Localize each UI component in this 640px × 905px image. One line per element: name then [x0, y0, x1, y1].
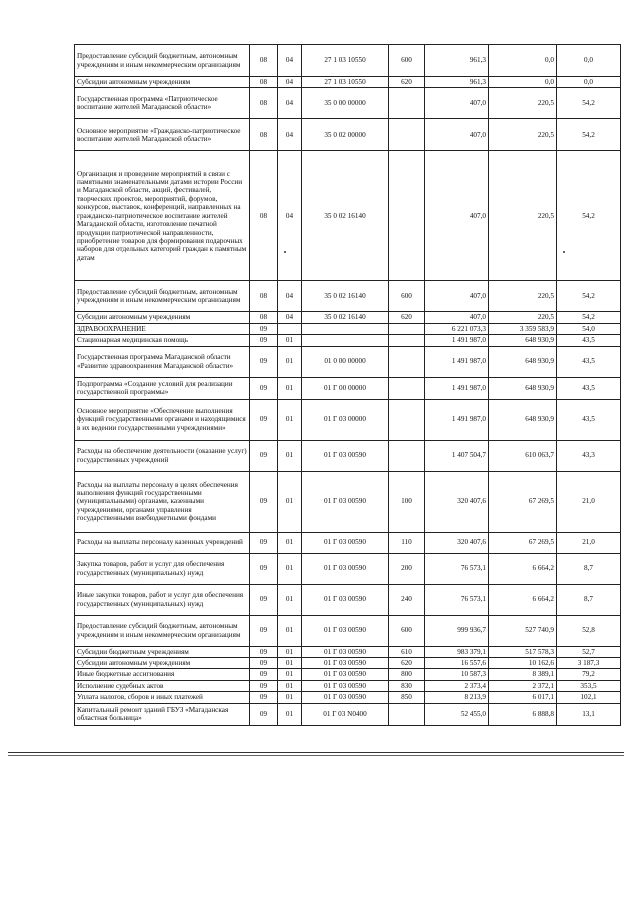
cell-plan: 76 573,1: [425, 553, 489, 584]
table-row: [75, 281, 621, 312]
cell-plan: 10 587,3: [425, 669, 489, 680]
cell-rz: 08: [250, 77, 278, 88]
cell-fact: 6 017,1: [489, 692, 557, 703]
cell-pr: 01: [278, 335, 302, 346]
cell-pr: 04: [278, 119, 302, 151]
cell-name: Основное мероприятие «Гражданско-патриотическое воспитание жителей Магаданской области»: [75, 119, 250, 151]
cell-name: Расходы на обеспечение деятельности (оказание услуг) государственных учреждений: [75, 440, 250, 471]
cell-pr: [278, 323, 302, 334]
cell-name: Иные закупки товаров, работ и услуг для обеспечения государственных (муниципальных) нужд: [75, 584, 250, 615]
cell-pr: 01: [278, 584, 302, 615]
cell-csr: 01 Г 03 00590: [302, 471, 389, 532]
cell-vr: [389, 703, 425, 725]
cell-vr: [389, 323, 425, 334]
cell-fact: 517 578,3: [489, 646, 557, 657]
cell-plan: 6 221 073,3: [425, 323, 489, 334]
budget-table: [74, 44, 621, 726]
cell-pct: 43,5: [557, 335, 621, 346]
cell-pr: 01: [278, 346, 302, 377]
table-row: [75, 346, 621, 377]
cell-name: Субсидии автономным учреждениям: [75, 312, 250, 323]
cell-fact: 220,5: [489, 151, 557, 281]
cell-fact: 220,5: [489, 119, 557, 151]
page-bottom-rule-thin: [8, 755, 624, 756]
cell-pct: 54,0: [557, 323, 621, 334]
cell-csr: [302, 323, 389, 334]
cell-pct: 54,2: [557, 281, 621, 312]
cell-pct: 43,5: [557, 346, 621, 377]
cell-name: Капитальный ремонт зданий ГБУЗ «Магаданская областная больница»: [75, 703, 250, 725]
table-row: [75, 45, 621, 77]
cell-rz: 08: [250, 45, 278, 77]
cell-rz: 09: [250, 471, 278, 532]
table-row: [75, 584, 621, 615]
cell-vr: [389, 335, 425, 346]
cell-csr: 35 0 02 00000: [302, 119, 389, 151]
cell-csr: 27 1 03 10550: [302, 77, 389, 88]
cell-plan: 2 373,4: [425, 680, 489, 691]
table-row: [75, 658, 621, 669]
cell-name: Субсидии автономным учреждениям: [75, 77, 250, 88]
cell-name: Закупка товаров, работ и услуг для обеспечения государственных (муниципальных) нужд: [75, 553, 250, 584]
cell-vr: [389, 151, 425, 281]
cell-pr: 01: [278, 680, 302, 691]
cell-rz: 08: [250, 151, 278, 281]
cell-fact: 67 269,5: [489, 471, 557, 532]
cell-vr: 620: [389, 77, 425, 88]
cell-name: Субсидии бюджетным учреждениям: [75, 646, 250, 657]
cell-rz: 09: [250, 692, 278, 703]
cell-pct: 54,2: [557, 151, 621, 281]
cell-name: Подпрограмма «Создание условий для реализации государственной программы»: [75, 377, 250, 399]
cell-plan: 407,0: [425, 312, 489, 323]
cell-rz: 09: [250, 532, 278, 553]
cell-pr: 01: [278, 399, 302, 440]
cell-vr: [389, 399, 425, 440]
cell-vr: [389, 346, 425, 377]
cell-rz: 08: [250, 281, 278, 312]
table-row: [75, 119, 621, 151]
cell-plan: 407,0: [425, 281, 489, 312]
table-row: [75, 646, 621, 657]
cell-csr: 35 0 02 16140: [302, 151, 389, 281]
cell-fact: 220,5: [489, 281, 557, 312]
cell-plan: 76 573,1: [425, 584, 489, 615]
cell-fact: 527 740,9: [489, 615, 557, 646]
table-row: [75, 399, 621, 440]
cell-pr: 04: [278, 45, 302, 77]
table-row: [75, 553, 621, 584]
cell-rz: 08: [250, 119, 278, 151]
cell-pct: 102,1: [557, 692, 621, 703]
cell-pr: 04: [278, 151, 302, 281]
cell-fact: 6 888,8: [489, 703, 557, 725]
cell-pct: 21,0: [557, 532, 621, 553]
cell-fact: 0,0: [489, 45, 557, 77]
cell-plan: 1 491 987,0: [425, 399, 489, 440]
table-row: [75, 312, 621, 323]
cell-plan: 407,0: [425, 151, 489, 281]
cell-pr: 04: [278, 312, 302, 323]
cell-csr: 01 Г 03 00590: [302, 669, 389, 680]
table-row: [75, 77, 621, 88]
cell-rz: 09: [250, 323, 278, 334]
cell-rz: 09: [250, 440, 278, 471]
cell-pr: 01: [278, 669, 302, 680]
cell-vr: [389, 440, 425, 471]
cell-pct: 79,2: [557, 669, 621, 680]
cell-fact: 6 664,2: [489, 584, 557, 615]
cell-name: Исполнение судебных актов: [75, 680, 250, 691]
cell-fact: 6 664,2: [489, 553, 557, 584]
cell-rz: 09: [250, 346, 278, 377]
cell-fact: 648 930,9: [489, 335, 557, 346]
cell-pr: 01: [278, 532, 302, 553]
table-body: [75, 45, 621, 726]
cell-rz: 09: [250, 658, 278, 669]
table-row: [75, 377, 621, 399]
cell-rz: 09: [250, 399, 278, 440]
cell-fact: 67 269,5: [489, 532, 557, 553]
table-row: [75, 151, 621, 281]
cell-rz: 09: [250, 377, 278, 399]
cell-csr: 01 Г 03 00590: [302, 532, 389, 553]
cell-fact: 648 930,9: [489, 377, 557, 399]
cell-vr: 610: [389, 646, 425, 657]
cell-fact: 610 063,7: [489, 440, 557, 471]
cell-plan: 52 455,0: [425, 703, 489, 725]
cell-pct: 54,2: [557, 119, 621, 151]
cell-csr: 35 0 00 00000: [302, 88, 389, 119]
cell-vr: 110: [389, 532, 425, 553]
cell-vr: 240: [389, 584, 425, 615]
cell-pct: 3 187,3: [557, 658, 621, 669]
table-row: [75, 532, 621, 553]
cell-pct: 43,5: [557, 377, 621, 399]
cell-fact: 3 359 583,9: [489, 323, 557, 334]
cell-csr: 01 0 00 00000: [302, 346, 389, 377]
table-row: [75, 692, 621, 703]
table-row: [75, 335, 621, 346]
cell-fact: 0,0: [489, 77, 557, 88]
cell-vr: [389, 88, 425, 119]
cell-csr: 35 0 02 16140: [302, 312, 389, 323]
cell-pct: 8,7: [557, 553, 621, 584]
cell-rz: 09: [250, 335, 278, 346]
cell-vr: 620: [389, 658, 425, 669]
cell-pct: 8,7: [557, 584, 621, 615]
table-row: [75, 669, 621, 680]
cell-fact: 10 162,6: [489, 658, 557, 669]
cell-plan: 961,3: [425, 45, 489, 77]
cell-plan: 407,0: [425, 119, 489, 151]
cell-csr: 01 Г 03 00000: [302, 399, 389, 440]
cell-fact: 220,5: [489, 312, 557, 323]
cell-csr: 27 1 03 10550: [302, 45, 389, 77]
cell-csr: 01 Г 03 00590: [302, 680, 389, 691]
cell-pr: 01: [278, 471, 302, 532]
cell-name: Предоставление субсидий бюджетным, автономным учреждениям и иным некоммерческим организациям: [75, 45, 250, 77]
cell-name: Расходы на выплаты персоналу в целях обеспечения выполнения функций государственными (муниципальными) органами, казенными учреждениями, органами управления государственными внебюджетными фондами: [75, 471, 250, 532]
cell-name: Иные бюджетные ассигнования: [75, 669, 250, 680]
cell-csr: [302, 335, 389, 346]
cell-name: Уплата налогов, сборов и иных платежей: [75, 692, 250, 703]
cell-pct: 43,5: [557, 399, 621, 440]
cell-fact: 648 930,9: [489, 346, 557, 377]
cell-pr: 01: [278, 692, 302, 703]
cell-name: Субсидии автономным учреждениям: [75, 658, 250, 669]
table-row: [75, 88, 621, 119]
cell-pct: 0,0: [557, 45, 621, 77]
scan-speck: [284, 251, 286, 253]
cell-pr: 01: [278, 440, 302, 471]
table-row: [75, 615, 621, 646]
cell-csr: 01 Г 00 00000: [302, 377, 389, 399]
cell-pct: 21,0: [557, 471, 621, 532]
cell-plan: 8 213,9: [425, 692, 489, 703]
cell-csr: 01 Г 03 00590: [302, 615, 389, 646]
cell-name: Государственная программа Магаданской области «Развитие здравоохранения Магаданской области»: [75, 346, 250, 377]
cell-plan: 320 407,6: [425, 532, 489, 553]
cell-pr: 04: [278, 281, 302, 312]
cell-plan: 983 379,1: [425, 646, 489, 657]
cell-vr: 600: [389, 281, 425, 312]
cell-pct: 43,3: [557, 440, 621, 471]
cell-pr: 01: [278, 377, 302, 399]
cell-csr: 35 0 02 16140: [302, 281, 389, 312]
cell-vr: [389, 377, 425, 399]
cell-vr: 850: [389, 692, 425, 703]
cell-rz: 09: [250, 553, 278, 584]
cell-name: Предоставление субсидий бюджетным, автономным учреждениям и иным некоммерческим организациям: [75, 615, 250, 646]
cell-plan: 407,0: [425, 88, 489, 119]
cell-csr: 01 Г 03 N0400: [302, 703, 389, 725]
cell-pct: 353,5: [557, 680, 621, 691]
budget-sheet: [74, 44, 621, 726]
cell-name: Стационарная медицинская помощь: [75, 335, 250, 346]
cell-rz: 08: [250, 88, 278, 119]
cell-rz: 09: [250, 680, 278, 691]
cell-csr: 01 Г 03 00590: [302, 692, 389, 703]
cell-plan: 1 407 504,7: [425, 440, 489, 471]
cell-rz: 08: [250, 312, 278, 323]
cell-rz: 09: [250, 615, 278, 646]
cell-csr: 01 Г 03 00590: [302, 440, 389, 471]
cell-rz: 09: [250, 703, 278, 725]
table-row: [75, 703, 621, 725]
cell-vr: 200: [389, 553, 425, 584]
cell-pct: 13,1: [557, 703, 621, 725]
cell-pr: 01: [278, 658, 302, 669]
cell-pr: 04: [278, 88, 302, 119]
cell-rz: 09: [250, 584, 278, 615]
cell-pct: 54,2: [557, 312, 621, 323]
cell-fact: 2 372,1: [489, 680, 557, 691]
cell-csr: 01 Г 03 00590: [302, 646, 389, 657]
cell-pr: 04: [278, 77, 302, 88]
cell-plan: 1 491 987,0: [425, 377, 489, 399]
cell-csr: 01 Г 03 00590: [302, 584, 389, 615]
table-row: [75, 440, 621, 471]
cell-pr: 01: [278, 615, 302, 646]
cell-rz: 09: [250, 669, 278, 680]
cell-vr: 600: [389, 615, 425, 646]
cell-plan: 16 557,6: [425, 658, 489, 669]
cell-name: Расходы на выплаты персоналу казенных учреждений: [75, 532, 250, 553]
cell-fact: 648 930,9: [489, 399, 557, 440]
cell-vr: 600: [389, 45, 425, 77]
cell-name: ЗДРАВООХРАНЕНИЕ: [75, 323, 250, 334]
cell-vr: [389, 119, 425, 151]
cell-fact: 220,5: [489, 88, 557, 119]
cell-vr: 620: [389, 312, 425, 323]
cell-plan: 999 936,7: [425, 615, 489, 646]
cell-rz: 09: [250, 646, 278, 657]
table-row: [75, 471, 621, 532]
cell-name: Основное мероприятие «Обеспечение выполнения функций государственными органами и находящимися в их ведении государственными учреждениями»: [75, 399, 250, 440]
cell-plan: 320 407,6: [425, 471, 489, 532]
cell-vr: 100: [389, 471, 425, 532]
cell-plan: 1 491 987,0: [425, 346, 489, 377]
cell-vr: 800: [389, 669, 425, 680]
cell-pct: 52,7: [557, 646, 621, 657]
table-row: [75, 680, 621, 691]
cell-csr: 01 Г 03 00590: [302, 658, 389, 669]
cell-csr: 01 Г 03 00590: [302, 553, 389, 584]
table-row: [75, 323, 621, 334]
page-bottom-rule: [8, 752, 624, 753]
cell-name: Организация и проведение мероприятий в связи с памятными знаменательными датами истории России и Магаданской области, акций, фестивалей, творческих проектов, мероприятий, форумов, конкурсов, выставок, конференций, направленных на гражданско-патриотическое воспитание жителей Магаданской области, изготовление печатной продукции патриотической направленности, приобретение товаров для формирования подарочных наборов для отдельных категорий граждан к памятным датам: [75, 151, 250, 281]
cell-vr: 830: [389, 680, 425, 691]
cell-fact: 8 389,1: [489, 669, 557, 680]
cell-name: Предоставление субсидий бюджетным, автономным учреждениям и иным некоммерческим организациям: [75, 281, 250, 312]
cell-pr: 01: [278, 553, 302, 584]
cell-plan: 1 491 987,0: [425, 335, 489, 346]
cell-pr: 01: [278, 646, 302, 657]
cell-name: Государственная программа «Патриотическое воспитание жителей Магаданской области»: [75, 88, 250, 119]
cell-pct: 0,0: [557, 77, 621, 88]
scan-speck: [563, 251, 565, 253]
cell-pct: 52,8: [557, 615, 621, 646]
cell-pct: 54,2: [557, 88, 621, 119]
cell-plan: 961,3: [425, 77, 489, 88]
cell-pr: 01: [278, 703, 302, 725]
